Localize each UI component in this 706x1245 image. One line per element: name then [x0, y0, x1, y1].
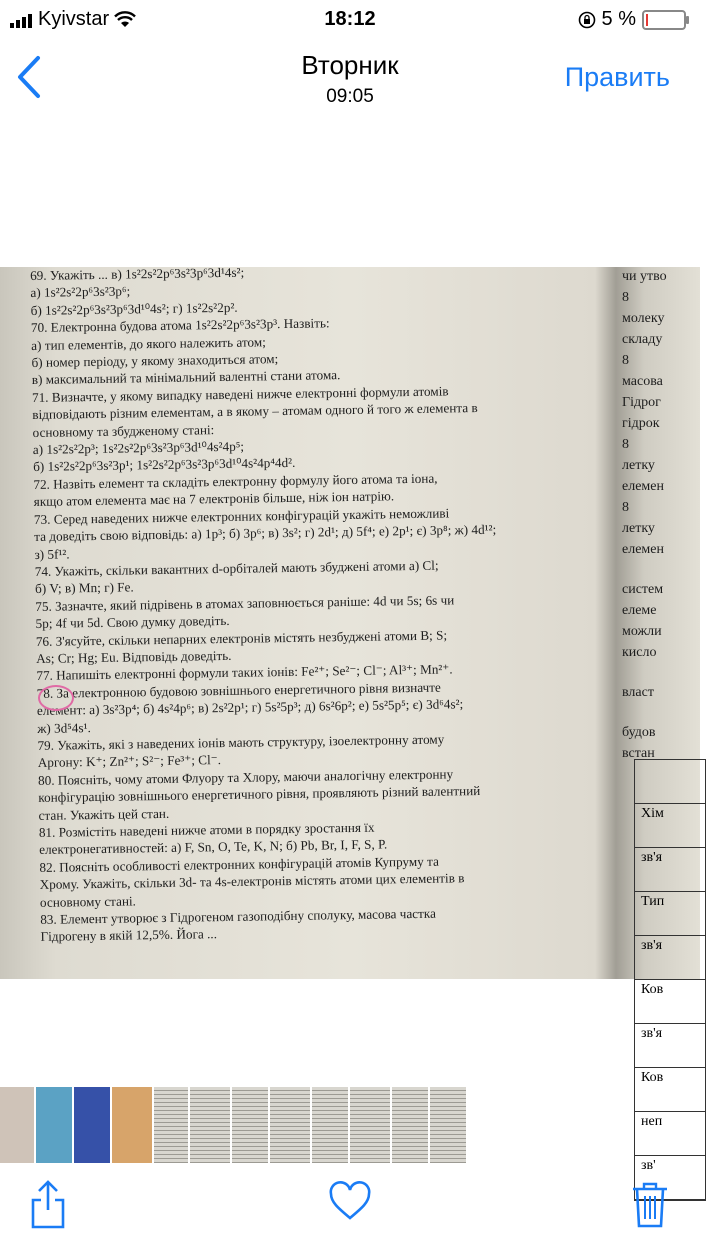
status-right — [578, 8, 686, 31]
favorite-button[interactable] — [328, 1180, 372, 1230]
thumb-doc-6[interactable] — [350, 1087, 390, 1163]
carrier-name: Kyivstar — [38, 8, 110, 30]
adjacent-text-fragment: елемен — [622, 542, 664, 557]
document-line: 72. Назвіть елемент та складіть електронну формулу його атома та іона, — [33, 470, 438, 492]
document-line: елемент: а) 3s²3p⁴; б) 4s²4p⁶; в) 2s²2p¹; г) 5s²5p³; д) 6s²6p²; е) 5s²5p⁵; є) 3d⁶4s²; — [36, 696, 464, 719]
document-line: 77. Напишіть електронні формули таких іонів: Fe²⁺; Se²⁻; Cl⁻; Al³⁺; Mn²⁺. — [36, 661, 453, 684]
adjacent-text-fragment — [622, 561, 702, 579]
document-line: 74. Укажіть, скільки вакантних d-орбіталей мають збуджені атоми а) Cl; — [34, 557, 439, 579]
document-line: 80. Поясніть, чому атоми Флуору та Хлору, маючи аналогічну електронну — [37, 766, 454, 788]
thumb-doc-8[interactable] — [430, 1087, 466, 1163]
adjacent-text-fragment: Гідрог — [622, 395, 661, 410]
document-line: 76. З'ясуйте, скільки непарних електронів містять незбуджені атоми B; S; — [35, 627, 448, 649]
thumbnail-strip[interactable] — [0, 1087, 700, 1163]
table-cell: Ков — [635, 1068, 705, 1112]
adjacent-text-fragment: складу — [622, 332, 663, 347]
thumb-doc-2[interactable] — [190, 1087, 230, 1163]
adjacent-text-fragment: 8 — [622, 290, 629, 305]
adjacent-text-fragment: можли — [622, 624, 662, 639]
adjacent-text-fragment: встан — [622, 746, 655, 761]
pen-circle-mark — [38, 685, 74, 711]
adjacent-text-fragment: 8 — [622, 437, 629, 452]
thumb-portrait[interactable] — [112, 1087, 152, 1163]
heart-icon — [328, 1180, 372, 1224]
document-line: а) 1s²2s²2p⁶3s²3p⁶; — [30, 283, 131, 301]
document-line: As; Cr; Hg; Eu. Відповідь доведіть. — [36, 647, 232, 666]
table-cell: зв' — [635, 1156, 705, 1200]
share-button[interactable] — [28, 1180, 72, 1230]
document-line: конфігурацію зовнішнього енергетичного рівня, проявляють різний валентний — [38, 783, 481, 806]
thumb-doc-5[interactable] — [312, 1087, 348, 1163]
document-line: 71. Визначте, у якому випадку наведені нижче електронні формули атомів — [31, 383, 449, 405]
adjacent-text-fragment: власт — [622, 685, 654, 700]
thumb-doc-3[interactable] — [232, 1087, 268, 1163]
document-line: а) тип елементів, до якого належить атом; — [31, 333, 266, 353]
adjacent-text-fragment: систем — [622, 582, 664, 597]
status-bar — [0, 0, 700, 40]
nav-bar — [0, 40, 700, 120]
document-line: основному стані. — [39, 893, 137, 910]
adjacent-text-fragment: гідрок — [622, 416, 660, 431]
thumb-doc-7[interactable] — [392, 1087, 428, 1163]
adjacent-text-fragment: 8 — [622, 500, 629, 515]
document-line: стан. Укажіть цей стан. — [38, 805, 170, 823]
nav-title: Вторник — [301, 50, 399, 80]
adjacent-text-fragment: елеме — [622, 603, 657, 618]
thumb-cartoon[interactable] — [0, 1087, 34, 1163]
document-line: 81. Розмістіть наведені нижче атоми в порядку зростання їх — [38, 819, 375, 840]
adjacent-text-fragment: будов — [622, 725, 656, 740]
share-icon — [28, 1180, 68, 1230]
adjacent-text-fragment: елемен — [622, 479, 664, 494]
document-line: та доведіть свою відповідь: а) 1p³; б) 3p⁶; в) 3s²; г) 2d¹; д) 5f⁴; е) 2p¹; є) 3p⁸; ж) 4d¹²; — [34, 521, 497, 545]
document-line: 5p; 4f чи 5d. Свою думку доведіть. — [35, 613, 230, 632]
document-line: б) 1s²2s²2p⁶3s²3p⁶3d¹⁰4s²; г) 1s²2s²2p². — [30, 299, 238, 318]
document-line: б) V; в) Mn; г) Fe. — [34, 579, 134, 597]
table-cell: Ков — [635, 980, 705, 1024]
document-line: 70. Електронна будова атома 1s²2s²2p⁶3s²3p³. Назвіть: — [30, 315, 330, 336]
adjacent-text-fragment: масова — [622, 374, 663, 389]
thumb-pasta[interactable] — [74, 1087, 110, 1163]
adjacent-text-fragment: чи утво — [622, 269, 667, 284]
edit-button[interactable]: Править — [564, 62, 670, 92]
document-line: 73. Серед наведених нижче електронних конфігурацій укажіть неможливі — [33, 505, 450, 527]
thumb-doc-1[interactable] — [154, 1087, 188, 1163]
document-line: б) 1s²2s²2p⁶3s²3p¹; 1s²2s²2p⁶3s²3p⁶3d¹⁰4s²4p⁴4d². — [33, 455, 296, 475]
document-line: ж) 3d⁵4s¹. — [37, 719, 91, 736]
battery-level-fill — [646, 14, 648, 26]
battery-icon — [642, 10, 686, 30]
table-cell: Хім — [635, 804, 705, 848]
thumb-people[interactable] — [36, 1087, 72, 1163]
document-line: відповідають різним елементам, а в якому – атомам одного й того ж елемента в — [32, 400, 478, 423]
battery-percent: 5 % — [601, 8, 636, 30]
adjacent-text-fragment: летку — [622, 458, 655, 473]
document-line: 75. Зазначте, який підрівень в атомах заповнюється раніше: 4d чи 5s; 6s чи — [35, 592, 455, 614]
document-line: б) номер періоду, у якому знаходиться атом; — [31, 351, 279, 371]
adjacent-text-fragment: 8 — [622, 353, 629, 368]
adjacent-text-fragment: кисло — [622, 645, 657, 660]
document-line: Хрому. Укажіть, скільки 3d- та 4s-електронів містять атоми цих елементів в — [39, 870, 465, 893]
document-line: з) 5f¹². — [34, 545, 70, 562]
table-cell: зв'я — [635, 848, 705, 892]
table-cell: Тип — [635, 892, 705, 936]
document-line: 79. Укажіть, які з наведених іонів мають структуру, ізоелектронну атому — [37, 731, 445, 753]
delete-button[interactable] — [630, 1180, 674, 1230]
nav-subtitle: 09:05 — [326, 86, 374, 107]
document-line: Гідрогену в якій 12,5%. Йога ... — [40, 926, 218, 945]
document-page — [30, 258, 621, 979]
document-line: 69. Укажіть ... в) 1s²2s²2p⁶3s²3p⁶3d¹4s²; — [30, 264, 245, 283]
document-line: 78. За електронною будовою зовнішнього енергетичного рівня визначте — [36, 679, 441, 701]
table-cell — [635, 760, 705, 804]
clock: 18:12 — [324, 8, 376, 30]
adjacent-text-fragment — [622, 664, 702, 682]
document-line: а) 1s²2s²2p³; 1s²2s²2p⁶3s²3p⁶3d¹⁰4s²4p⁵; — [32, 438, 245, 458]
bottom-toolbar — [0, 1170, 700, 1245]
document-line: в) максимальний та мінімальний валентні стани атома. — [31, 367, 341, 388]
document-line: якщо атом елемента має на 7 електронів більше, ніж іон натрію. — [33, 488, 395, 510]
rotation-lock-icon — [578, 11, 596, 29]
document-line: основному та збудженому стані: — [32, 421, 215, 440]
adjacent-text-fragment: летку — [622, 521, 655, 536]
trash-icon — [630, 1180, 670, 1230]
document-line: 83. Елемент утворює з Гідрогеном газоподібну сполуку, масова частка — [40, 905, 437, 927]
document-line: електронегативностей: а) F, Sn, O, Te, K, N; б) Pb, Br, I, F, S, P. — [39, 836, 388, 858]
table-cell: зв'я — [635, 936, 705, 980]
document-line: Аргону: K⁺; Zn²⁺; S²⁻; Fe³⁺; Cl⁻. — [37, 752, 222, 771]
photo-view[interactable] — [0, 264, 700, 1173]
table-cell: неп — [635, 1112, 705, 1156]
document-line: 82. Поясніть особливості електронних конфігурацій атомів Купруму та — [39, 853, 439, 875]
table-cell: зв'я — [635, 1024, 705, 1068]
thumb-doc-4[interactable] — [270, 1087, 310, 1163]
adjacent-text-fragment: молеку — [622, 311, 665, 326]
adjacent-text-fragment — [622, 704, 702, 722]
